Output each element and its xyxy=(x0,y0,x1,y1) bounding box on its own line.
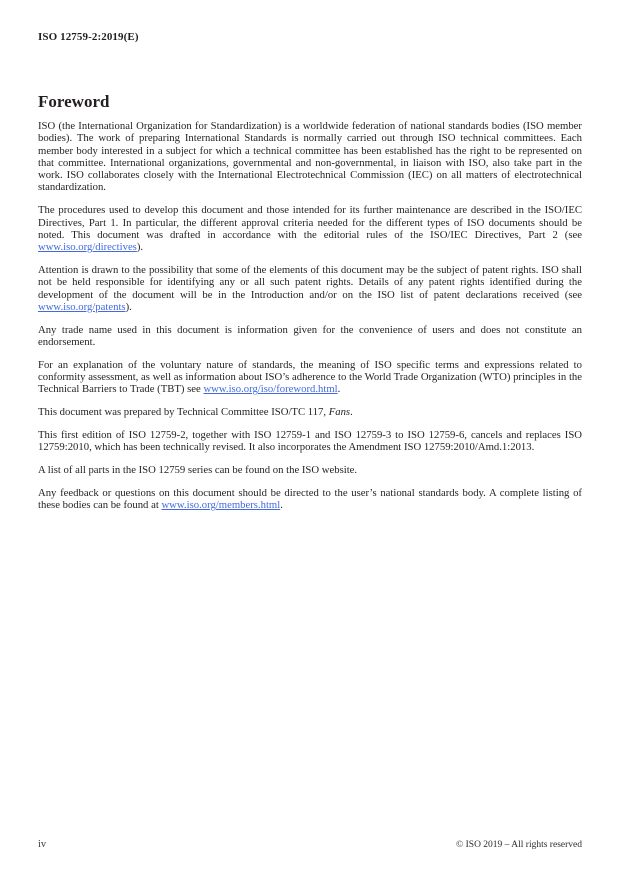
para-feedback: Any feedback or questions on this document should be directed to the user’s national standards body. A complete listing of these bodies can be found at www.iso.org/members.html. xyxy=(38,486,582,512)
para-wto: For an explanation of the voluntary nature of standards, the meaning of ISO specific terms and expressions related to conformity assessment, as well as information about ISO’s adherence to the World Trade Organization (WTO) principles in the Technical Barriers to Trade (TBT) see www.iso.org/iso/foreword.html. xyxy=(38,358,582,396)
committee-name-italic: Fans xyxy=(328,406,351,419)
para-first-edition: This first edition of ISO 12759-2, together with ISO 12759-1 and ISO 12759-3 to ISO 12759-6, cancels and replaces ISO 12759:2010, which has been technically revised. It also incorporates the Amendment ISO 12759:2010/Amd.1:2013. xyxy=(38,428,582,454)
iso-foreword-link-part1[interactable]: www.iso xyxy=(203,383,242,396)
iso-foreword-link-part2[interactable]: .org/iso/foreword.html xyxy=(241,383,338,396)
para-trade-name: Any trade name used in this document is information given for the convenience of users and does not constitute an endorsement. xyxy=(38,323,582,348)
para-series-list: A list of all parts in the ISO 12759 series can be found on the ISO website. xyxy=(38,464,358,477)
foreword-heading: Foreword xyxy=(38,92,110,112)
page-number: iv xyxy=(38,839,47,850)
page-footer xyxy=(38,839,582,850)
para-procedures: The procedures used to develop this document and those intended for its further maintenance are described in the ISO/IEC Directives, Part 1. In particular, the different approval criteria needed for the different types of ISO documents should be noted. This document was drafted in accordance with the editorial rules of the ISO/IEC Directives, Part 2 (see www.iso.org/directives). xyxy=(38,204,582,254)
patents-link[interactable]: www.iso.org/patents xyxy=(38,300,126,313)
directives-link[interactable]: www.iso.org/directives xyxy=(38,241,137,254)
foreword-body xyxy=(38,120,582,522)
para-committee: This document was prepared by Technical Committee ISO/TC 117, Fans. xyxy=(38,406,353,419)
doc-reference: ISO 12759-2:2019(E) xyxy=(38,31,139,43)
para-iso-federation: ISO (the International Organization for Standardization) is a worldwide federation of national standards bodies (ISO member bodies). The work of preparing International Standards is normally carried out through ISO technical committees. Each member body interested in a subject for which a technical committee has been established has the right to be represented on that committee. International organizations, governmental and non-governmental, in liaison with ISO, also take part in the work. ISO collaborates closely with the International Electrotechnical Commission (IEC) on all matters of electrotechnical standardization. xyxy=(38,120,582,194)
para-patent-rights: Attention is drawn to the possibility that some of the elements of this document may be the subject of patent rights. ISO shall not be held responsible for identifying any or all such patent rights. Details of any patent rights identified during the development of the document will be in the Introduction and/or on the ISO list of patent declarations received (see www.iso.org/patents). xyxy=(38,263,582,313)
copyright-notice: © ISO 2019 – All rights reserved xyxy=(456,840,582,850)
members-link[interactable]: www.iso.org/members.html xyxy=(161,499,281,512)
